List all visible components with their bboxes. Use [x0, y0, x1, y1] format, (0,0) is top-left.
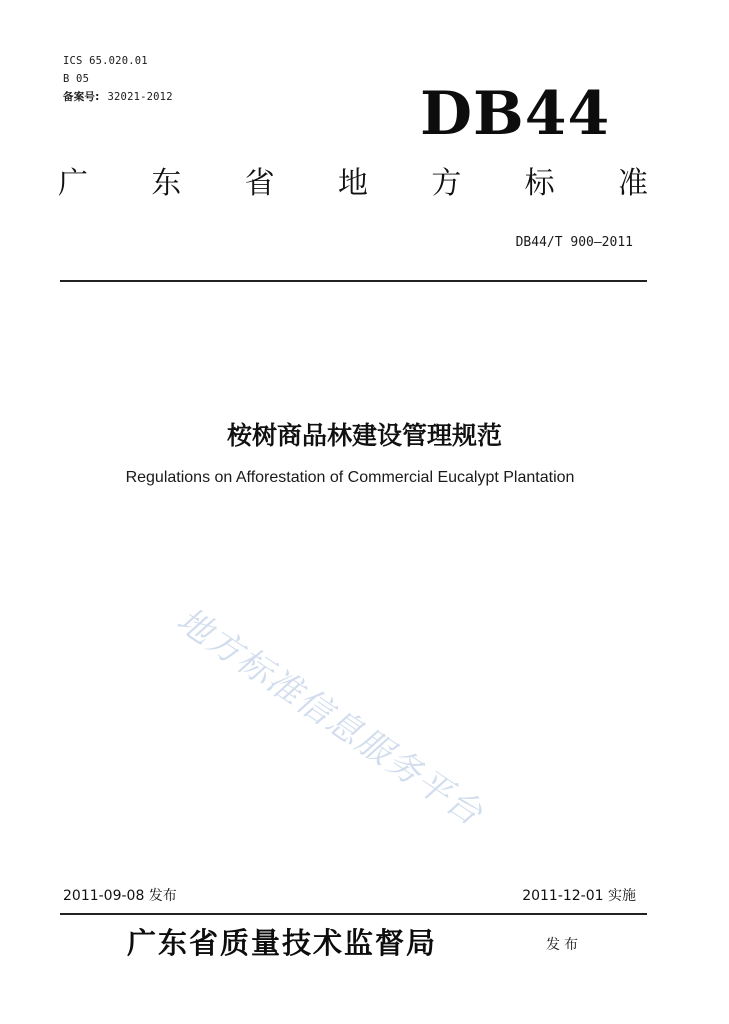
top-divider	[60, 280, 647, 282]
implementation-date: 2011-12-01 实施	[522, 888, 636, 904]
record-number-value: 32021-2012	[107, 91, 173, 103]
issuing-authority: 广东省质量技术监督局	[127, 926, 438, 960]
standard-type-char: 标	[524, 166, 555, 201]
issue-date: 2011-09-08 发布	[63, 888, 177, 904]
standard-type-char: 省	[244, 166, 275, 201]
standard-number: DB44/T 900—2011	[515, 235, 633, 250]
ccs-code: B 05	[63, 73, 90, 85]
standard-type-char: 地	[337, 166, 368, 201]
db44-logo: DB44	[420, 79, 611, 149]
watermark: 地方标准信息服务平台	[169, 600, 491, 835]
record-number	[63, 90, 173, 104]
document-title-english: Regulations on Afforestation of Commercial Eucalypt Plantation	[125, 469, 575, 486]
bottom-divider	[60, 913, 647, 915]
standard-type-char: 方	[431, 166, 462, 201]
standard-type-char: 准	[617, 166, 648, 201]
issue-action-label: 发布	[546, 937, 582, 953]
document-title-chinese: 桉树商品林建设管理规范	[226, 421, 502, 450]
standard-type-char: 广	[58, 166, 88, 201]
record-number-label: 备案号:	[63, 91, 100, 103]
standard-type-title	[58, 162, 648, 206]
ics-code: ICS 65.020.01	[63, 55, 148, 67]
standard-type-char: 东	[151, 166, 182, 201]
